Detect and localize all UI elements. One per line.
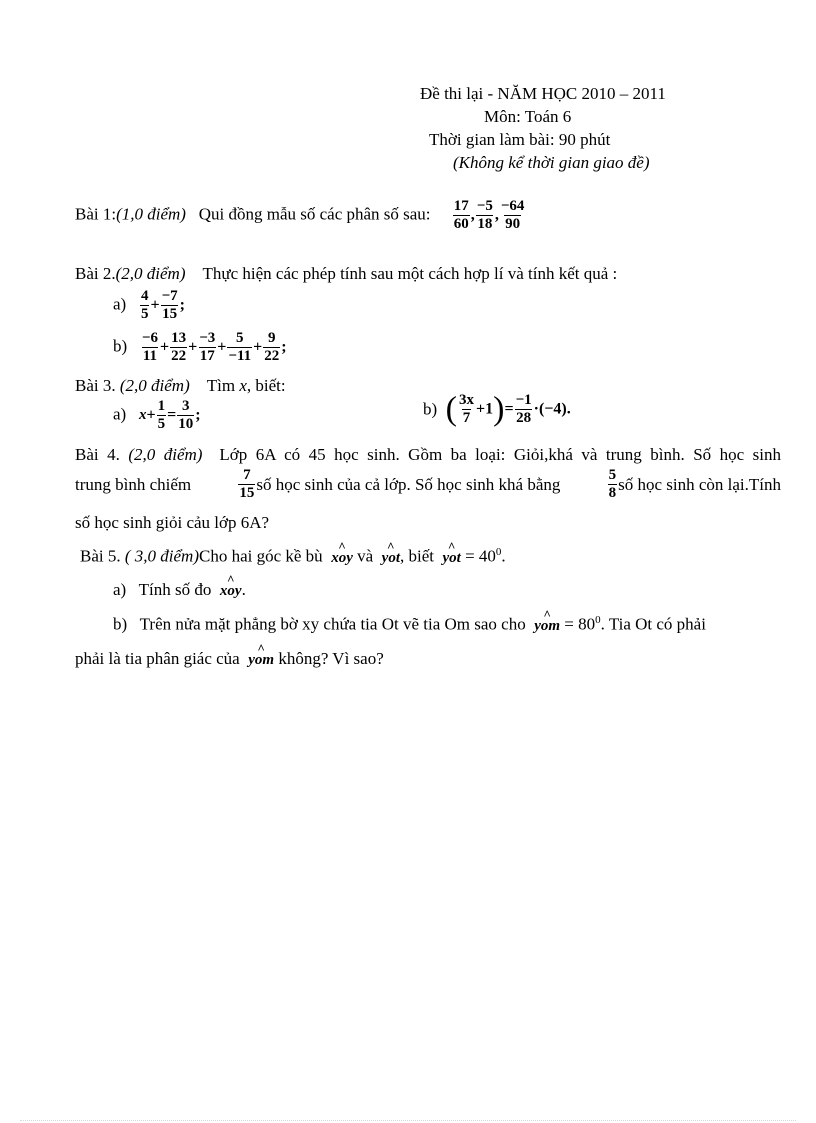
bai5-text-and: và <box>357 546 374 566</box>
bai1-frac-3: $\frac{-64}{90}$ <box>500 198 525 232</box>
bai3-b-frac-1: $\frac{3x}{7}$ <box>459 392 474 426</box>
bai2-a: a) $\frac{4}{5}$ + $\frac{-7}{15}$ ; <box>113 288 185 322</box>
bai2-a-label: a) <box>113 294 127 314</box>
bai2-text: Thực hiện các phép tính sau một cách hợp lí và tính kết quả : <box>202 264 618 283</box>
bai2-points: (2,0 điểm) <box>115 264 186 283</box>
bai5-text-biet: , biết <box>399 546 434 566</box>
bai2-b-frac-2: $\frac{13}{22}$ <box>171 330 187 364</box>
bai5-b-text4: không? Vì sao? <box>278 649 384 668</box>
bai1-label: Bài 1: <box>75 204 117 224</box>
bai5-b-text1: Trên nửa mặt phẳng bờ xy chứa tia Ot vẽ tia Om sao cho <box>139 614 526 634</box>
angle-yot: ^ yot <box>381 538 400 566</box>
bai4-line2 <box>75 467 781 502</box>
bai1-text: Qui đồng mẫu số các phân số sau: <box>198 204 431 224</box>
bai2-b: b) $\frac{-6}{11}$ + $\frac{13}{22}$ + $\frac{-3}{17}$ + $\frac{5}{-11}$ + $\frac{9}{22}$ ; <box>113 330 287 364</box>
angle-yot-2: ^ yot <box>442 538 461 566</box>
bai3-a-label: a) <box>113 404 127 424</box>
bai5-a-label: a) <box>113 580 127 599</box>
bai2-label: Bài 2. <box>75 264 116 283</box>
bai2-b-frac-3: $\frac{-3}{17}$ <box>199 330 216 364</box>
bai3-a-frac-1: $\frac{1}{5}$ <box>157 398 166 432</box>
bai3-a: a) x+ $\frac{1}{5}$ = $\frac{3}{10}$ ; <box>113 398 201 432</box>
bai4-points: (2,0 điểm) <box>128 445 203 464</box>
bai5-heading: Bài 5. ( 3,0 điểm)Cho hai góc kề bù ^ xoy và ^ yot, biết ^ yot = $40^0$. <box>80 538 506 566</box>
bai5-value: = 40 <box>465 546 496 566</box>
bai3-b: b) ( $\frac{3x}{7}$ +1)= $\frac{-1}{28}$ ·(−4). <box>423 390 571 428</box>
bai5-b-text2: . Tia Ot có phải <box>600 614 706 634</box>
bai5-b-text3: phải là tia phân giác của <box>75 649 240 668</box>
bai4-line1 <box>75 445 781 465</box>
bai3-b-tail: ·(−4). <box>533 400 571 418</box>
bai3-b-plus: +1 <box>476 400 494 418</box>
bai4-text2c: số học sinh còn lại.Tính <box>618 474 781 494</box>
bai2-b-frac-4: $\frac{5}{-11}$ <box>228 330 252 364</box>
angle-yom: ^ yom <box>534 606 561 634</box>
bai1: Bài 1:(1,0 điểm) Qui đồng mẫu số các phân số sau: $\frac{17}{60}$ , $\frac{-5}{18}$ , $\frac{-64}{90}$ <box>75 198 525 232</box>
bai3-b-label: b) <box>423 399 438 419</box>
bai5-degree: 0 <box>495 546 502 558</box>
bai5-text1: Cho hai góc kề bù <box>198 546 323 566</box>
bai3-text-pre: Tìm <box>206 376 236 395</box>
bai5-label: Bài 5. <box>80 546 121 566</box>
bai2-b-label: b) <box>113 336 128 356</box>
bai2-a-frac-2: $\frac{-7}{15}$ <box>161 288 178 322</box>
bai5-a: a) Tính số đo ^ xoy. <box>113 572 246 599</box>
angle-xoy-2: ^ xoy <box>219 572 242 599</box>
bai3-b-frac-2: $\frac{-1}{28}$ <box>515 392 532 426</box>
bai3-text-post: , biết: <box>246 376 286 395</box>
bai4-text2b: số học sinh của cả lớp. Số học sinh khá bằng <box>256 474 561 494</box>
bai5-b-value: = 80 <box>564 614 596 634</box>
bai4-line3: số học sinh giỏi cảu lớp 6A? <box>75 513 270 532</box>
exam-title: Đề thi lại - NĂM HỌC 2010 – 2011 <box>420 84 666 103</box>
bai5-points: ( 3,0 điểm) <box>124 546 199 566</box>
bai5-b-degree: 0 <box>595 614 601 626</box>
bai3-a-var: x <box>138 407 147 423</box>
angle-yom-2: ^ yom <box>248 641 275 668</box>
bai4-text2a: trung bình chiếm <box>75 474 192 494</box>
page-bottom-border <box>20 1120 796 1121</box>
bai4-frac-2: $\frac{5}{8}$ <box>608 467 617 501</box>
bai5-b-line1 <box>113 606 706 635</box>
bai3-a-frac-2: $\frac{3}{10}$ <box>178 398 194 432</box>
bai4-label: Bài 4. <box>75 445 120 464</box>
bai2-heading <box>75 264 617 284</box>
bai4-frac-1: $\frac{7}{15}$ <box>239 467 255 501</box>
exam-subject: Môn: Toán 6 <box>484 107 572 126</box>
bai3-points: (2,0 điểm) <box>119 376 190 395</box>
bai2-b-frac-1: $\frac{-6}{11}$ <box>141 330 158 364</box>
bai1-frac-1: $\frac{17}{60}$ <box>453 198 469 232</box>
bai2-b-frac-5: $\frac{9}{22}$ <box>264 330 280 364</box>
bai5-b-label: b) <box>113 614 128 634</box>
bai3-label: Bài 3. <box>75 376 116 395</box>
angle-xoy: ^ xoy <box>331 538 353 566</box>
bai1-frac-2: $\frac{-5}{18}$ <box>476 198 493 232</box>
bai5-b-line2 <box>75 641 384 669</box>
bai5-a-text: Tính số đo <box>138 580 212 599</box>
bai3-heading <box>75 376 286 396</box>
bai1-points: (1,0 điểm) <box>116 204 186 224</box>
bai2-a-frac-1: $\frac{4}{5}$ <box>140 288 149 322</box>
bai3-var: x <box>239 376 247 395</box>
bai4-text1: Lớp 6A có 45 học sinh. Gồm ba loại: Giỏi,khá và trung bình. Số học sinh <box>219 445 782 464</box>
exam-note: (Không kể thời gian giao đề) <box>453 153 650 172</box>
exam-duration: Thời gian làm bài: 90 phút <box>429 130 611 149</box>
